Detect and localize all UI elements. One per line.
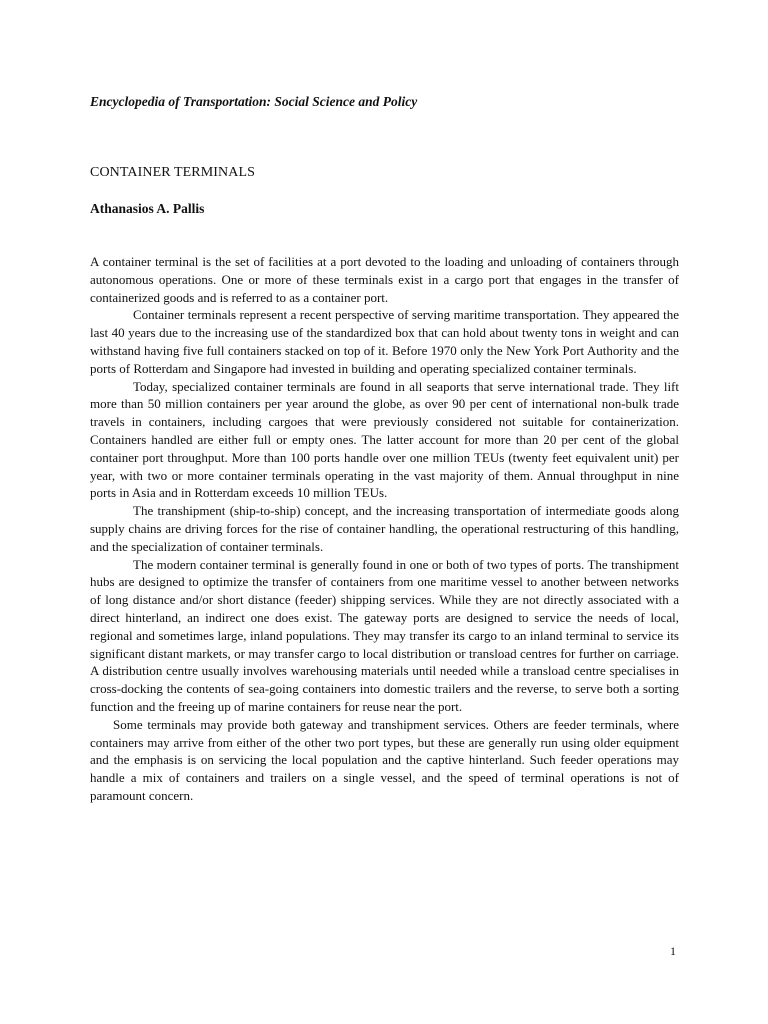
article-body: [90, 253, 679, 805]
author-name: Athanasios A. Pallis: [90, 201, 205, 216]
paragraph-6: Some terminals may provide both gateway and transhipment services. Others are feeder terminals, where containers may arrive from either of the other two port types, but these are generally run using older equipment and the emphasis is on servicing the local population and the captive hinterland. Such feeder operations may handle a mix of containers and trailers on a single vessel, and the speed of terminal operations is not of paramount concern.: [90, 716, 679, 803]
paragraph-5: The modern container terminal is generally found in one or both of two types of ports. The transhipment hubs are designed to optimize the transfer of containers from one maritime vessel to another between networks of long distance and/or short distance (feeder) shipping services. While they are not directly associated with a direct hinterland, an indirect one does exist. The gateway ports are designed to service the needs of local, regional and sometimes large, inland populations. They may transfer its cargo to an inland terminal to service its significant distant markets, or may transfer cargo to local distribution or transload centres for further on carriage. A distribution centre usually involves warehousing materials until needed while a transload centre specialises in cross-docking the contents of sea-going containers into domestic trailers and the reverse, to serve both a sorting function and the freeing up of marine containers for reuse near the port.: [90, 556, 679, 714]
paragraph-1: A container terminal is the set of facilities at a port devoted to the loading and unloading of containers through autonomous operations. One or more of these terminals exist in a cargo port that engages in the transfer of containerized goods and is referred to as a container port.: [90, 254, 679, 305]
paragraph-2: Container terminals represent a recent perspective of serving maritime transportation. They appeared the last 40 years due to the increasing use of the standardized box that can hold about twenty tons in weight and can withstand having five full containers stacked on top of it. Before 1970 only the New York Port Authority and the ports of Rotterdam and Singapore had invested in building and operating specialized container terminals.: [90, 307, 679, 376]
page-number: 1: [670, 944, 676, 958]
paragraph-3: Today, specialized container terminals are found in all seaports that serve international trade. They lift more than 50 million containers per year around the globe, as over 90 per cent of international non-bulk trade travels in containers, including cargoes that were previously considered not suitable for containerization. Containers handled are either full or empty ones. The latter account for more than 20 per cent of the global container port throughput. More than 100 ports handle over one million TEUs (twenty feet equivalent unit) per year, with two or more container terminals operating in the vast majority of them. Annual throughput in nine ports in Asia and in Rotterdam exceeds 10 million TEUs.: [90, 378, 679, 501]
paragraph-4: The transhipment (ship-to-ship) concept, and the increasing transportation of intermediate goods along supply chains are driving forces for the rise of container handling, the operational restructuring of this handling, and the specialization of container terminals.: [90, 503, 679, 554]
article-title: CONTAINER TERMINALS: [90, 165, 256, 180]
journal-title: Encyclopedia of Transportation: Social Science and Policy: [90, 94, 418, 109]
